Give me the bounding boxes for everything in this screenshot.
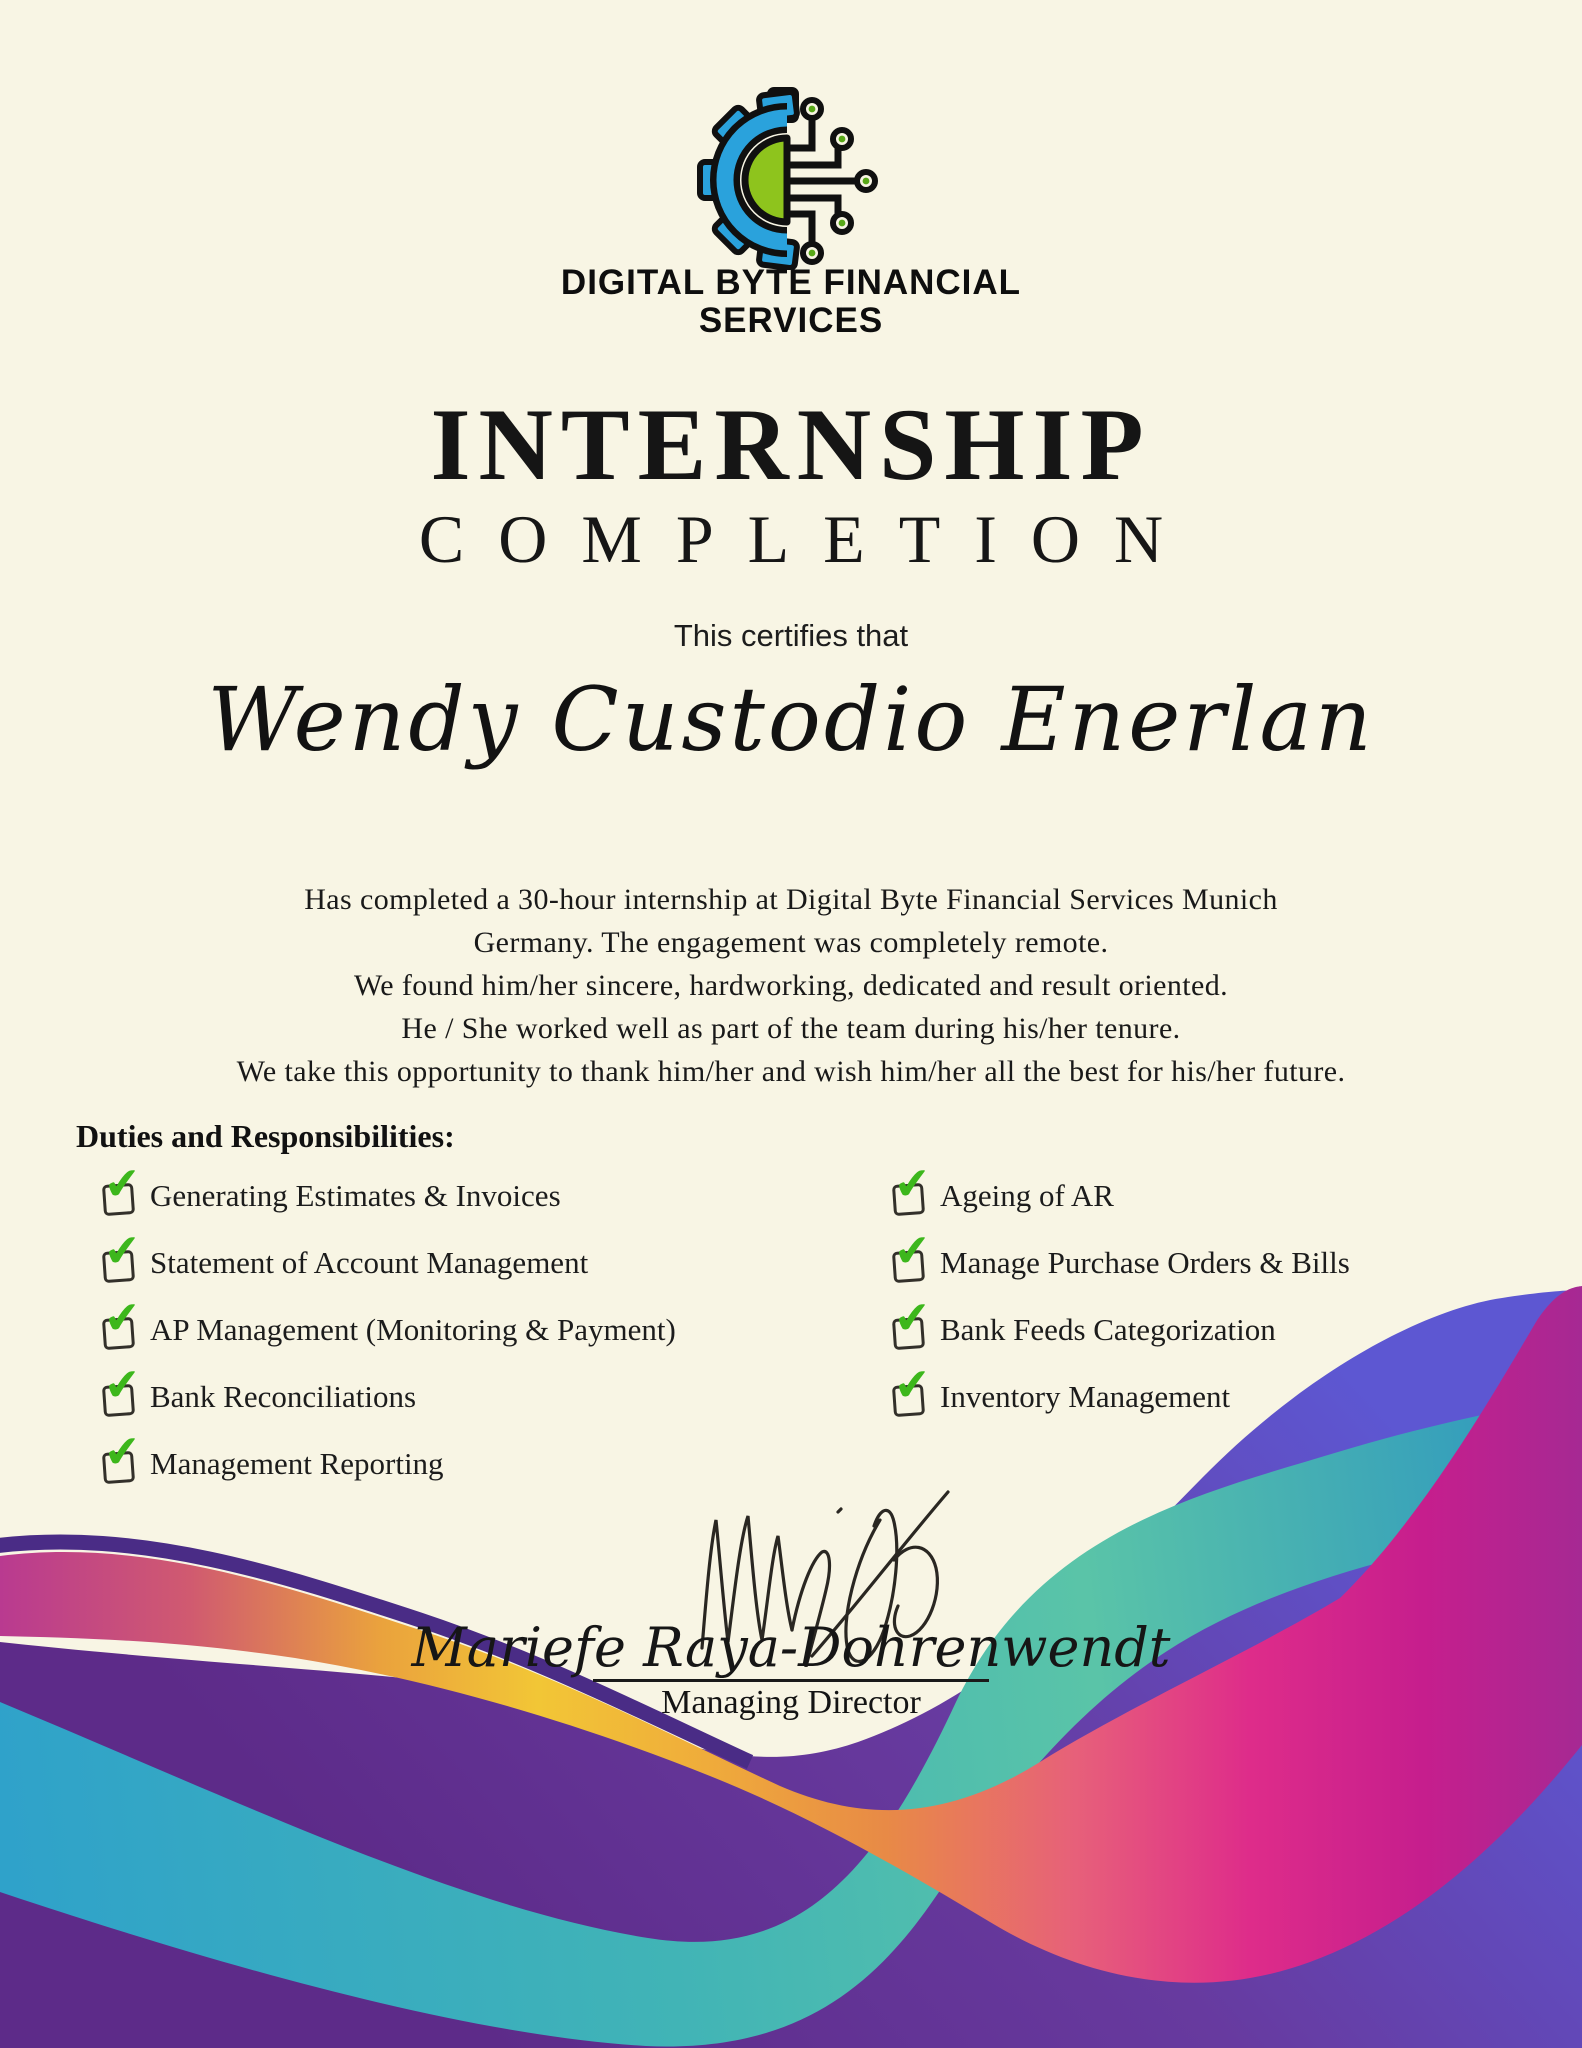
duty-label: AP Management (Monitoring & Payment) bbox=[150, 1312, 676, 1347]
checkbox-checked-icon: ✔ bbox=[102, 1451, 135, 1484]
body-line: Has completed a 30-hour internship at Digital Byte Financial Services Munich bbox=[304, 883, 1278, 916]
duty-label: Bank Reconciliations bbox=[150, 1379, 417, 1414]
checkbox-checked-icon: ✔ bbox=[892, 1183, 925, 1216]
recipient-name: Wendy Custodio Enerlan bbox=[207, 668, 1375, 771]
duty-label: Inventory Management bbox=[940, 1379, 1231, 1414]
company-name-line2: SERVICES bbox=[698, 301, 884, 340]
duty-label: Management Reporting bbox=[150, 1446, 444, 1481]
company-name bbox=[0, 264, 1582, 340]
body-paragraph bbox=[0, 878, 1582, 1093]
duty-label: Manage Purchase Orders & Bills bbox=[940, 1245, 1350, 1280]
body-line: We found him/her sincere, hardworking, dedicated and result oriented. bbox=[353, 969, 1229, 1002]
checkbox-checked-icon: ✔ bbox=[892, 1250, 925, 1283]
company-logo-icon bbox=[600, 58, 980, 270]
duty-item bbox=[102, 1157, 561, 1215]
body-line: We take this opportunity to thank him/her and wish him/her all the best for his/her future. bbox=[236, 1055, 1346, 1088]
checkbox-checked-icon: ✔ bbox=[892, 1317, 925, 1350]
duty-item bbox=[892, 1157, 1114, 1215]
checkbox-checked-icon: ✔ bbox=[102, 1317, 135, 1350]
duties-heading: Duties and Responsibilities: bbox=[76, 1118, 455, 1154]
duty-label: Ageing of AR bbox=[940, 1178, 1114, 1213]
duty-label: Generating Estimates & Invoices bbox=[150, 1178, 561, 1213]
certificate-title: INTERNSHIP bbox=[430, 388, 1152, 502]
signer-name: Mariefe Raya-Dohrenwendt bbox=[411, 1616, 1171, 1679]
certifies-text: This certifies that bbox=[673, 618, 909, 653]
body-line: He / She worked well as part of the team during his/her tenure. bbox=[401, 1012, 1181, 1045]
checkbox-checked-icon: ✔ bbox=[102, 1183, 135, 1216]
company-name-line1: DIGITAL BYTE FINANCIAL bbox=[560, 263, 1022, 302]
duty-label: Statement of Account Management bbox=[150, 1245, 589, 1280]
duty-label: Bank Feeds Categorization bbox=[940, 1312, 1276, 1347]
checkbox-checked-icon: ✔ bbox=[102, 1384, 135, 1417]
signer-role: Managing Director bbox=[661, 1684, 921, 1721]
certificate-subtitle: COMPLETION bbox=[418, 501, 1198, 577]
body-line: Germany. The engagement was completely remote. bbox=[473, 926, 1109, 959]
checkbox-checked-icon: ✔ bbox=[102, 1250, 135, 1283]
checkbox-checked-icon: ✔ bbox=[892, 1384, 925, 1417]
signature-underline bbox=[593, 1679, 989, 1682]
